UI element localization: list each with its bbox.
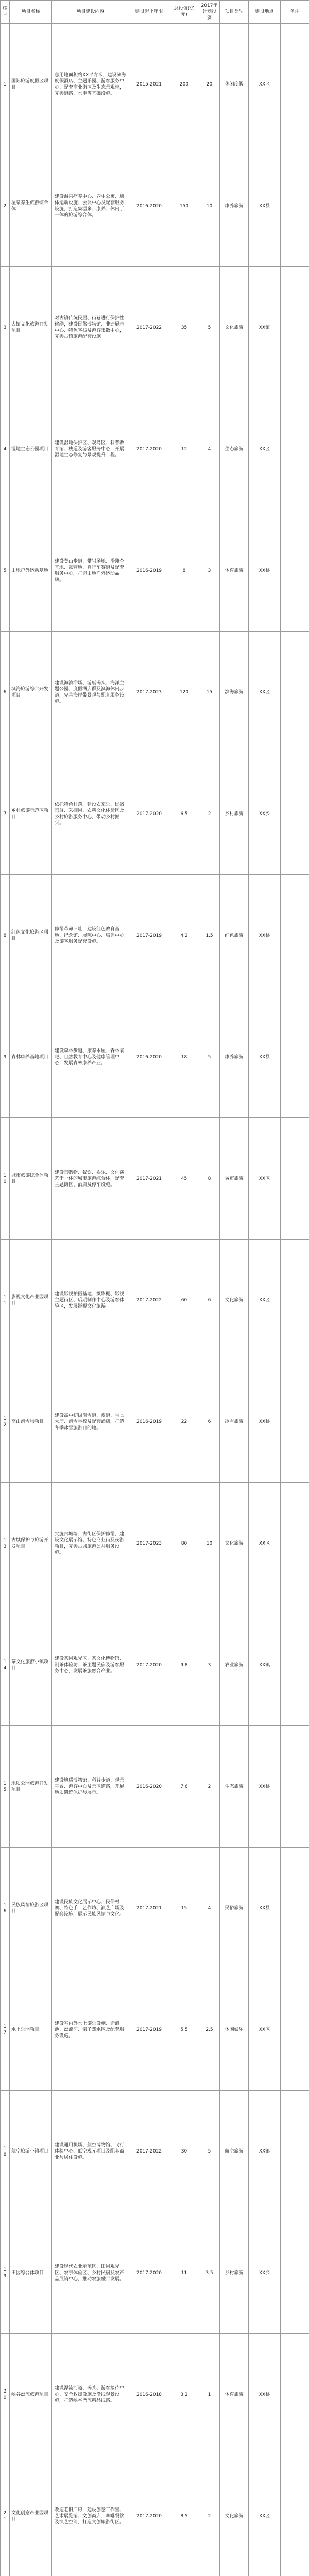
- cell-remark: [281, 1118, 309, 1240]
- cell-total-investment: 6.5: [169, 753, 199, 875]
- cell-no: 19: [1, 2212, 10, 2334]
- cell-area: XX县: [249, 1726, 281, 1848]
- cell-no: 7: [1, 753, 10, 875]
- cell-no: 20: [1, 2334, 10, 2455]
- header-content: 项目建设内容: [52, 1, 129, 24]
- cell-no: 9: [1, 996, 10, 1118]
- cell-remark: [281, 24, 309, 145]
- cell-total-investment: 80: [169, 1483, 199, 1604]
- cell-no: 2: [1, 145, 10, 267]
- header-plan-investment: 2017年计划投资: [199, 1, 220, 24]
- cell-area: XX区: [249, 388, 281, 510]
- header-no: 序号: [1, 1, 10, 24]
- cell-plan-investment: 4: [199, 388, 220, 510]
- cell-period: 2017-2022: [129, 1240, 169, 1361]
- cell-project-name: 茶文化旅游小镇项目: [10, 1604, 52, 1726]
- cell-period: 2017-2020: [129, 1604, 169, 1726]
- cell-project-content: 建设森林步道、康养木屋、森林氧吧、自然教育中心及健康管理中心，发展森林康养产业。: [52, 996, 129, 1118]
- cell-plan-investment: 2: [199, 2455, 220, 2576]
- table-row: [1, 1969, 309, 2091]
- cell-project-content: 建设海滨浴场、游艇码头、海洋主题公园、度假酒店群及滨海休闲步道，完善海岸带景观与配套服务设施。: [52, 632, 129, 753]
- cell-no: 18: [1, 2091, 10, 2212]
- cell-period: 2016-2018: [129, 2334, 169, 2455]
- table-row: [1, 1240, 309, 1361]
- cell-remark: [281, 632, 309, 753]
- cell-project-type: 休闲娱乐: [220, 1969, 249, 2091]
- header-period: 建设起止年限: [129, 1, 169, 24]
- cell-period: 2016-2020: [129, 145, 169, 267]
- cell-total-investment: 30: [169, 2091, 199, 2212]
- table-row: [1, 1483, 309, 1604]
- cell-area: XX镇: [249, 2091, 281, 2212]
- header-area: 建设地点: [249, 1, 281, 24]
- cell-project-type: 城市旅游: [220, 1118, 249, 1240]
- cell-project-name: 影视文化产业园项目: [10, 1240, 52, 1361]
- cell-project-name: 文化创意产业园项目: [10, 2455, 52, 2576]
- cell-remark: [281, 875, 309, 996]
- cell-plan-investment: 3: [199, 510, 220, 632]
- cell-period: 2017-2019: [129, 875, 169, 996]
- table-row: [1, 996, 309, 1118]
- cell-project-content: 改造老旧厂房，建设创意工作室、艺术展览馆、文创商店、咖啡餐饮及演艺空间，打造文创旅游街区。: [52, 2455, 129, 2576]
- cell-area: XX乡: [249, 2212, 281, 2334]
- cell-remark: [281, 1240, 309, 1361]
- cell-area: XX区: [249, 1969, 281, 2091]
- table-row: [1, 2334, 309, 2455]
- cell-project-type: 休闲度假: [220, 24, 249, 145]
- cell-period: 2017-2020: [129, 2455, 169, 2576]
- cell-area: XX县: [249, 1848, 281, 1969]
- cell-project-type: 红色旅游: [220, 875, 249, 996]
- cell-remark: [281, 2334, 309, 2455]
- cell-project-type: 乡村旅游: [220, 2212, 249, 2334]
- cell-project-content: 建设漂流河道、码头、游客接待中心、安全救援设施及沿线观景设施，打造峡谷漂流精品线路。: [52, 2334, 129, 2455]
- cell-project-content: 修缮革命旧址，建设红色教育基地、纪念馆、展陈中心、培训中心及游客服务配套设施。: [52, 875, 129, 996]
- cell-remark: [281, 2212, 309, 2334]
- cell-no: 8: [1, 875, 10, 996]
- cell-area: XX镇: [249, 1604, 281, 1726]
- cell-project-name: 湿地生态公园项目: [10, 388, 52, 510]
- cell-plan-investment: 2: [199, 753, 220, 875]
- cell-project-name: 古镇文化旅游开发项目: [10, 267, 52, 388]
- table-row: [1, 24, 309, 145]
- cell-no: 17: [1, 1969, 10, 2091]
- cell-project-type: 农业旅游: [220, 1604, 249, 1726]
- cell-project-type: 生态旅游: [220, 1726, 249, 1848]
- cell-project-type: 文化旅游: [220, 2455, 249, 2576]
- cell-no: 15: [1, 1726, 10, 1848]
- cell-project-content: 建设民族文化展示中心、民俗村寨、特色手工艺作坊、演艺广场及配套设施，展示民族风情与文化。: [52, 1848, 129, 1969]
- cell-area: XX区: [249, 2455, 281, 2576]
- cell-project-content: 建设登山步道、攀岩场地、滑翔伞基地、露营地、自行车赛道及配套服务中心，打造山地户外运动品牌。: [52, 510, 129, 632]
- cell-project-type: 康养旅游: [220, 145, 249, 267]
- cell-project-content: 建设室内外水上游乐设施、造浪池、漂流河、亲子戏水区及配套服务设施。: [52, 1969, 129, 2091]
- table-header-row: [1, 1, 309, 24]
- cell-total-investment: 9.8: [169, 1604, 199, 1726]
- cell-area: XX区: [249, 1483, 281, 1604]
- cell-total-investment: 5.5: [169, 1969, 199, 2091]
- cell-remark: [281, 1604, 309, 1726]
- cell-area: XX县: [249, 510, 281, 632]
- cell-project-type: 体育旅游: [220, 510, 249, 632]
- cell-area: XX区: [249, 1240, 281, 1361]
- cell-project-type: 乡村旅游: [220, 753, 249, 875]
- table-row: [1, 1848, 309, 1969]
- cell-period: 2016-2020: [129, 1726, 169, 1848]
- cell-project-name: 红色文化旅游区项目: [10, 875, 52, 996]
- header-name: 项目名称: [10, 1, 52, 24]
- cell-project-name: 森林康养基地项目: [10, 996, 52, 1118]
- cell-project-type: 文化旅游: [220, 267, 249, 388]
- cell-plan-investment: 4: [199, 1848, 220, 1969]
- cell-no: 12: [1, 1361, 10, 1483]
- cell-period: 2017-2021: [129, 1848, 169, 1969]
- cell-remark: [281, 1969, 309, 2091]
- cell-total-investment: 18: [169, 996, 199, 1118]
- cell-period: 2017-2023: [129, 1483, 169, 1604]
- cell-total-investment: 4.2: [169, 875, 199, 996]
- cell-plan-investment: 2: [199, 1726, 220, 1848]
- cell-remark: [281, 267, 309, 388]
- table-row: [1, 145, 309, 267]
- table-row: [1, 632, 309, 753]
- cell-plan-investment: 5: [199, 996, 220, 1118]
- cell-project-name: 民族风情旅游区项目: [10, 1848, 52, 1969]
- cell-total-investment: 11: [169, 2212, 199, 2334]
- cell-project-type: 冰雪旅游: [220, 1361, 249, 1483]
- cell-plan-investment: 10: [199, 1483, 220, 1604]
- cell-period: 2016-2020: [129, 996, 169, 1118]
- cell-remark: [281, 1726, 309, 1848]
- table-row: [1, 510, 309, 632]
- cell-no: 13: [1, 1483, 10, 1604]
- cell-total-investment: 200: [169, 24, 199, 145]
- cell-total-investment: 60: [169, 1240, 199, 1361]
- cell-project-name: 山地户外运动基地: [10, 510, 52, 632]
- cell-no: 16: [1, 1848, 10, 1969]
- cell-project-type: 滨海旅游: [220, 632, 249, 753]
- cell-project-name: 乡村旅游示范区项目: [10, 753, 52, 875]
- cell-period: 2017-2023: [129, 632, 169, 753]
- cell-project-content: 建设高中初级滑雪道、索道、雪具大厅、滑雪学校及配套酒店，打造冬季冰雪旅游目的地。: [52, 1361, 129, 1483]
- cell-project-content: 建设现代农业示范区、田园观光区、农事体验区、乡村民宿及农产品展销中心，推动农旅融合发展。: [52, 2212, 129, 2334]
- cell-plan-investment: 5: [199, 2091, 220, 2212]
- table-row: [1, 875, 309, 996]
- cell-area: XX镇: [249, 267, 281, 388]
- header-type: 项目类型: [220, 1, 249, 24]
- cell-area: XX乡: [249, 753, 281, 875]
- table-row: [1, 267, 309, 388]
- cell-no: 6: [1, 632, 10, 753]
- cell-project-content: 总用地面积约XX平方米，建设滨海度假酒店、主题乐园、游客服务中心、配套商业街区及生态景观带，完善道路、水电等基础设施。: [52, 24, 129, 145]
- cell-plan-investment: 5: [199, 267, 220, 388]
- cell-total-investment: 15: [169, 1848, 199, 1969]
- cell-area: XX县: [249, 996, 281, 1118]
- cell-remark: [281, 388, 309, 510]
- table-row: [1, 1726, 309, 1848]
- cell-project-name: 国际旅游度假区项目: [10, 24, 52, 145]
- cell-project-type: 体育旅游: [220, 2334, 249, 2455]
- cell-project-content: 建设地质博物馆、科普步道、观景平台、游客中心及景区道路，开展地质遗迹保护与展示。: [52, 1726, 129, 1848]
- cell-no: 4: [1, 388, 10, 510]
- cell-plan-investment: 6: [199, 1240, 220, 1361]
- cell-project-content: 依托特色村落，建设农家乐、民宿集群、采摘园、农耕文化体验区及乡村旅游服务中心，带动乡村振兴。: [52, 753, 129, 875]
- cell-no: 1: [1, 24, 10, 145]
- cell-period: 2017-2021: [129, 1118, 169, 1240]
- cell-remark: [281, 510, 309, 632]
- cell-project-content: 建设集购物、餐饮、娱乐、文化演艺于一体的城市旅游综合体，配套主题街区、酒店及停车设施。: [52, 1118, 129, 1240]
- cell-project-content: 建设茶园观光区、茶文化博物馆、制茶体验坊、茶主题民宿及游客服务中心，发展茶旅融合产业。: [52, 1604, 129, 1726]
- cell-project-type: 文化旅游: [220, 1483, 249, 1604]
- cell-no: 10: [1, 1118, 10, 1240]
- table-row: [1, 1361, 309, 1483]
- cell-no: 14: [1, 1604, 10, 1726]
- cell-period: 2017-2022: [129, 267, 169, 388]
- cell-plan-investment: 10: [199, 145, 220, 267]
- cell-area: XX区: [249, 24, 281, 145]
- cell-project-type: 航空旅游: [220, 2091, 249, 2212]
- cell-project-name: 城市旅游综合体项目: [10, 1118, 52, 1240]
- cell-project-name: 地质公园旅游开发项目: [10, 1726, 52, 1848]
- cell-remark: [281, 145, 309, 267]
- cell-project-name: 水上乐园项目: [10, 1969, 52, 2091]
- cell-plan-investment: 6: [199, 1361, 220, 1483]
- table-row: [1, 1604, 309, 1726]
- cell-total-investment: 35: [169, 267, 199, 388]
- cell-period: 2016-2019: [129, 1361, 169, 1483]
- table-row: [1, 2091, 309, 2212]
- header-remark: 备注: [281, 1, 309, 24]
- cell-total-investment: 22: [169, 1361, 199, 1483]
- cell-area: XX区: [249, 1118, 281, 1240]
- cell-project-content: 实施古城墙、古街区保护修缮，建设文化展示馆、特色商业街及夜游项目，完善古城旅游公共服务设施。: [52, 1483, 129, 1604]
- cell-project-content: 建设通用机场、航空博物馆、飞行体验中心、低空观光项目及配套商业与居住设施。: [52, 2091, 129, 2212]
- cell-remark: [281, 996, 309, 1118]
- cell-remark: [281, 1483, 309, 1604]
- cell-total-investment: 45: [169, 1118, 199, 1240]
- cell-total-investment: 12: [169, 388, 199, 510]
- cell-project-content: 建设湿地保护区、观鸟区、科普教育馆、栈道及游客服务中心，开展湿地生态修复与景观提升工程。: [52, 388, 129, 510]
- cell-area: XX县: [249, 145, 281, 267]
- cell-plan-investment: 3.5: [199, 2212, 220, 2334]
- table-row: [1, 753, 309, 875]
- table-body: [1, 24, 309, 2576]
- cell-project-name: 温泉养生旅游综合体: [10, 145, 52, 267]
- cell-plan-investment: 15: [199, 632, 220, 753]
- table-row: [1, 2212, 309, 2334]
- cell-total-investment: 7.6: [169, 1726, 199, 1848]
- cell-no: 5: [1, 510, 10, 632]
- cell-project-type: 康养旅游: [220, 996, 249, 1118]
- cell-project-content: 建设温泉疗养中心、养生公寓、康体运动设施、会议中心及配套服务设施，打造集温泉、康养、休闲于一体的旅游综合体。: [52, 145, 129, 267]
- cell-total-investment: 8.5: [169, 2455, 199, 2576]
- cell-period: 2017-2020: [129, 388, 169, 510]
- cell-no: 3: [1, 267, 10, 388]
- cell-total-investment: 3.2: [169, 2334, 199, 2455]
- cell-project-name: 古城保护与旅游开发项目: [10, 1483, 52, 1604]
- cell-plan-investment: 2.5: [199, 1969, 220, 2091]
- cell-project-type: 文化旅游: [220, 1240, 249, 1361]
- cell-remark: [281, 2455, 309, 2576]
- cell-remark: [281, 1848, 309, 1969]
- cell-period: 2016-2019: [129, 510, 169, 632]
- table-row: [1, 388, 309, 510]
- cell-area: XX区: [249, 632, 281, 753]
- cell-plan-investment: 1.5: [199, 875, 220, 996]
- cell-area: XX县: [249, 875, 281, 996]
- cell-period: 2017-2020: [129, 2212, 169, 2334]
- cell-area: XX县: [249, 1361, 281, 1483]
- cell-project-type: 民俗旅游: [220, 1848, 249, 1969]
- cell-project-name: 滨海旅游综合开发项目: [10, 632, 52, 753]
- cell-project-name: 田园综合体项目: [10, 2212, 52, 2334]
- cell-project-name: 高山滑雪场项目: [10, 1361, 52, 1483]
- table-row: [1, 2455, 309, 2576]
- cell-plan-investment: 20: [199, 24, 220, 145]
- cell-plan-investment: 3: [199, 1604, 220, 1726]
- cell-project-type: 生态旅游: [220, 388, 249, 510]
- cell-total-investment: 8: [169, 510, 199, 632]
- table-row: [1, 1118, 309, 1240]
- cell-plan-investment: 1: [199, 2334, 220, 2455]
- cell-total-investment: 150: [169, 145, 199, 267]
- cell-remark: [281, 753, 309, 875]
- cell-total-investment: 120: [169, 632, 199, 753]
- cell-period: 2017-2020: [129, 753, 169, 875]
- cell-plan-investment: 8: [199, 1118, 220, 1240]
- cell-project-content: 建设影视拍摄基地、摄影棚、影视主题街区、后期制作中心及游客体验区，发展影视文化旅游。: [52, 1240, 129, 1361]
- cell-project-name: 峡谷漂流旅游项目: [10, 2334, 52, 2455]
- cell-project-content: 对古镇传统民居、街巷进行保护性修缮，建设民俗博物馆、非遗展示中心、特色客栈及游客集散中心，完善古镇旅游配套设施。: [52, 267, 129, 388]
- cell-remark: [281, 2091, 309, 2212]
- header-total-investment: 总投资(亿元): [169, 1, 199, 24]
- cell-period: 2017-2019: [129, 1969, 169, 2091]
- cell-period: 2015-2021: [129, 24, 169, 145]
- cell-remark: [281, 1361, 309, 1483]
- cell-no: 21: [1, 2455, 10, 2576]
- cell-project-name: 航空旅游小镇项目: [10, 2091, 52, 2212]
- cell-period: 2017-2022: [129, 2091, 169, 2212]
- cell-no: 11: [1, 1240, 10, 1361]
- cell-area: XX县: [249, 2334, 281, 2455]
